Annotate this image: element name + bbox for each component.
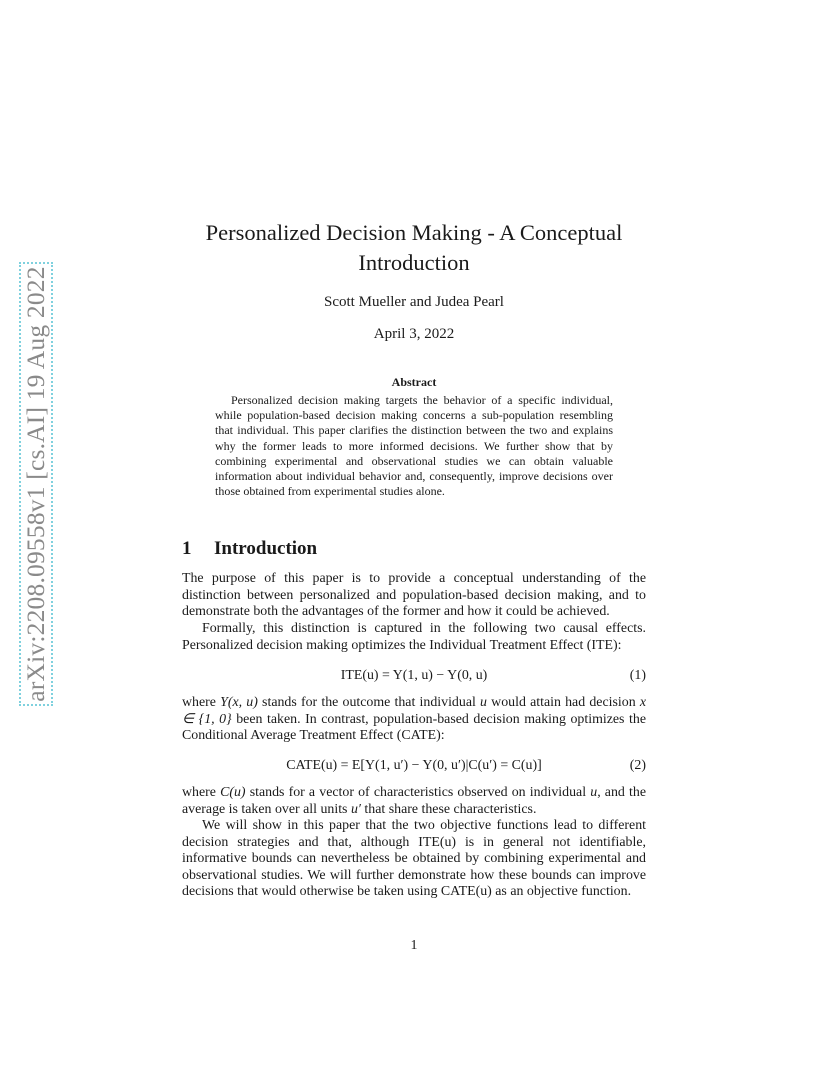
paragraph-1: The purpose of this paper is to provide a conceptual understanding of the distinction between personalized and population-based decision making, and to demonstrate both the advantages of the former and how it could be achieved.	[182, 571, 646, 619]
equation-2-body: CATE(u) = E[Y(1, u′) − Y(0, u′)|C(u′) = C(u)]	[286, 758, 542, 773]
paragraph-2: Formally, this distinction is captured in the following two causal effects. Personalized decision making optimizes the Individual Treatment Effect (ITE):	[182, 621, 646, 653]
abstract-heading: Abstract	[391, 375, 437, 389]
math-Cu: C(u)	[220, 785, 246, 800]
title-line-1: Personalized Decision Making - A Conceptual	[205, 220, 623, 245]
p5-text-c: as an objective function.	[491, 884, 632, 899]
abstract-text: Personalized decision making targets the behavior of a specific individual, while population-based decision making concerns a sub-population resembling that individual. This paper clarifies the distinction between the two and explains why the former leads to more informed decisions. We further show that by combining experimental and observational studies we can obtain valuable information about individual behavior and, consequently, improve decisions over those obtained from experimental studies alone.	[215, 393, 613, 499]
equation-1-number: (1)	[629, 668, 646, 683]
p3-text-b: stands for the outcome that individual	[257, 695, 481, 710]
paragraph-5	[182, 818, 646, 901]
p4-text-b: stands for a vector of characteristics observed on individual	[245, 785, 591, 800]
date: April 3, 2022	[373, 326, 455, 342]
math-x-in: x ∈ {1, 0}	[182, 695, 646, 727]
p3-text-a: where	[182, 695, 221, 710]
math-CATEu: CATE(u)	[440, 884, 492, 899]
p5-text-b: is in general not identifiable, informative bounds can nevertheless be obtained by combining experimental and observational studies. We will further demonstrate how these bounds can improve decisions that would otherwise be taken using	[182, 834, 646, 899]
p4-text-a: where	[182, 785, 221, 800]
math-ITEu: ITE(u)	[418, 834, 457, 850]
p4-text-d: that share these characteristics.	[360, 801, 537, 817]
p3-text-d: been taken. In contrast, population-based decision making optimizes the Conditional Average Treatment Effect (CATE):	[182, 711, 646, 743]
math-uprime: u′	[350, 801, 361, 817]
math-Yxu: Y(x, u)	[220, 695, 258, 710]
arxiv-identifier: arXiv:2208.09558v1 [cs.AI] 19 Aug 2022	[21, 266, 50, 702]
equation-2-number: (2)	[629, 758, 646, 773]
paragraph-4	[182, 785, 646, 818]
title-line-2: Introduction	[358, 250, 470, 275]
paragraph-3	[182, 695, 646, 745]
section-number: 1	[182, 538, 192, 559]
page-number: 1	[410, 938, 418, 953]
authors: Scott Mueller and Judea Pearl	[324, 294, 504, 310]
paper-title	[182, 218, 646, 278]
math-u: u	[480, 695, 487, 710]
math-u-2: u	[590, 785, 598, 800]
p4-text-c: , and the average is taken over all units	[182, 785, 646, 817]
section-title: Introduction	[214, 538, 318, 559]
p3-text-c: would attain had decision	[486, 695, 640, 710]
equation-1-body: ITE(u) = Y(1, u) − Y(0, u)	[340, 668, 488, 683]
p5-text-a: We will show in this paper that the two objective functions lead to different decision strategies and that, although	[182, 818, 646, 850]
section-heading	[182, 538, 317, 560]
